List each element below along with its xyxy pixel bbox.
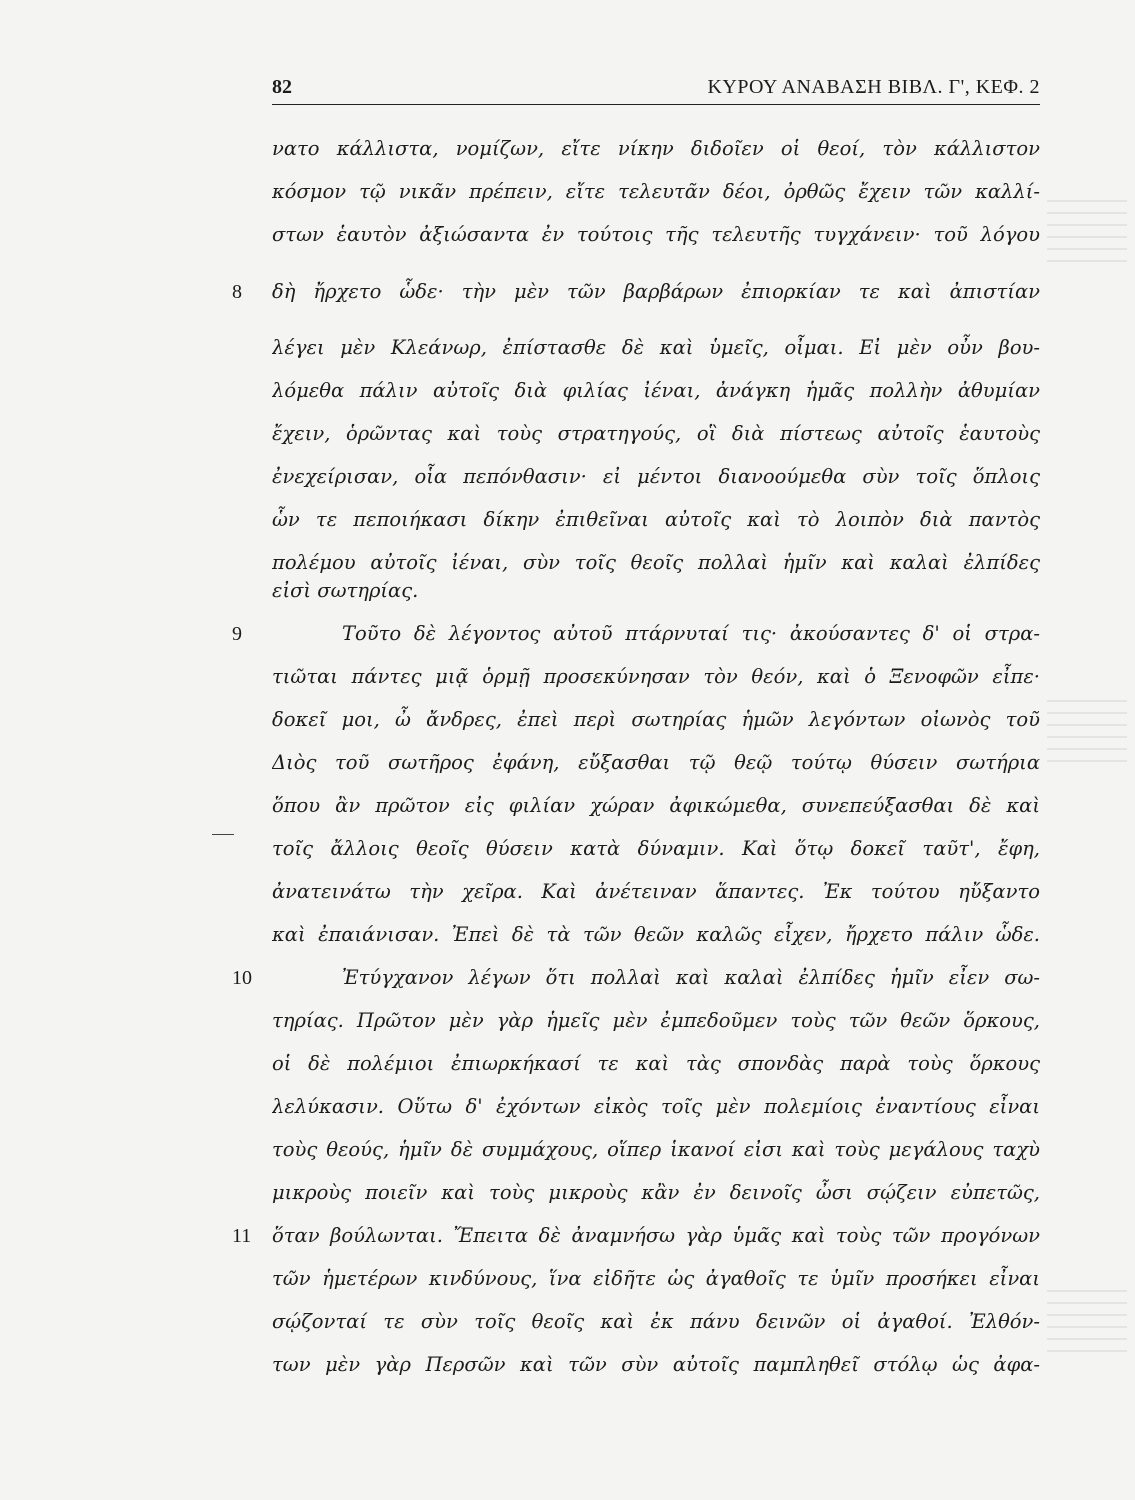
running-head: ΚΥΡΟΥ ΑΝΑΒΑΣΗ ΒΙΒΛ. Γ', ΚΕΦ. 2 [707,76,1040,98]
page-header [272,74,1040,105]
text-line: τῶν ἡμετέρων κινδύνους, ἵνα εἰδῆτε ὡς ἀγαθοῖς τε ὑμῖν προσήκει εἶναι [272,1267,1040,1290]
bleed-through-mark [1047,1290,1127,1360]
text-line: λόμεθα πάλιν αὐτοῖς διὰ φιλίας ἰέναι, ἀνάγκη ἡμᾶς πολλὴν ἀθυμίαν [272,379,1040,402]
section-number: 10 [232,967,252,989]
text-line: καὶ ἐπαιάνισαν. Ἐπεὶ δὲ τὰ τῶν θεῶν καλῶς εἶχεν, ἤρχετο πάλιν ὧδε. [272,923,1040,946]
text-line: ὧν τε πεποιήκασι δίκην ἐπιθεῖναι αὐτοῖς καὶ τὸ λοιπὸν διὰ παντὸς [272,508,1040,531]
text-line: των μὲν γὰρ Περσῶν καὶ τῶν σὺν αὐτοῖς παμπληθεῖ στόλῳ ὡς ἀφα- [272,1353,1040,1376]
text-line: νατο κάλλιστα, νομίζων, εἴτε νίκην διδοῖεν οἱ θεοί, τὸν κάλλιστον [272,137,1040,160]
text-line: οἱ δὲ πολέμιοι ἐπιωρκήκασί τε καὶ τὰς σπονδὰς παρὰ τοὺς ὅρκους [272,1052,1040,1075]
text-line: Ἐτύγχανον λέγων ὅτι πολλαὶ καὶ καλαὶ ἐλπίδες ἡμῖν εἶεν σω- [342,966,1040,989]
text-line: μικροὺς ποιεῖν καὶ τοὺς μικροὺς κἂν ἐν δεινοῖς ὦσι σῴζειν εὐπετῶς, [272,1181,1040,1204]
text-line: Τοῦτο δὲ λέγοντος αὐτοῦ πτάρνυταί τις· ἀκούσαντες δ' οἱ στρα- [342,622,1040,645]
text-line: εἰσὶ σωτηρίας. [272,579,419,602]
section-number: 11 [232,1225,252,1247]
text-line: τοῖς ἄλλοις θεοῖς θύσειν κατὰ δύναμιν. Καὶ ὅτῳ δοκεῖ ταῦτ', ἔφη, [272,837,1040,860]
bleed-through-mark [1047,200,1127,270]
text-line: δοκεῖ μοι, ὦ ἄνδρες, ἐπεὶ περὶ σωτηρίας ἡμῶν λεγόντων οἰωνὸς τοῦ [272,708,1040,731]
text-line: πολέμου αὐτοῖς ἰέναι, σὺν τοῖς θεοῖς πολλαὶ ἡμῖν καὶ καλαὶ ἐλπίδες [272,551,1040,574]
text-line: τοὺς θεούς, ἡμῖν δὲ συμμάχους, οἵπερ ἱκανοί εἰσι καὶ τοὺς μεγάλους ταχὺ [272,1138,1040,1161]
text-line: τηρίας. Πρῶτον μὲν γὰρ ἡμεῖς μὲν ἐμπεδοῦμεν τοὺς τῶν θεῶν ὅρκους, [272,1009,1040,1032]
text-line: ὅπου ἂν πρῶτον εἰς φιλίαν χώραν ἀφικώμεθα, συνεπεύξασθαι δὲ καὶ [272,794,1040,817]
text-line: λελύκασιν. Οὕτω δ' ἐχόντων εἰκὸς τοῖς μὲν πολεμίοις ἐναντίους εἶναι [272,1095,1040,1118]
text-line: ἐνεχείρισαν, οἷα πεπόνθασιν· εἰ μέντοι διανοούμεθα σὺν τοῖς ὅπλοις [272,465,1040,488]
text-line: λέγει μὲν Κλεάνωρ, ἐπίστασθε δὲ καὶ ὑμεῖς, οἶμαι. Εἰ μὲν οὖν βου- [272,336,1040,359]
section-number: 9 [232,623,242,645]
section-number: 8 [232,281,242,303]
page-number: 82 [272,76,292,98]
text-line: τιῶται πάντες μιᾷ ὁρμῇ προσεκύνησαν τὸν θεόν, καὶ ὁ Ξενοφῶν εἶπε· [272,665,1040,688]
text-line: ὅταν βούλωνται. Ἔπειτα δὲ ἀναμνήσω γὰρ ὑμᾶς καὶ τοὺς τῶν προγόνων [272,1224,1040,1247]
text-line: δὴ ἤρχετο ὧδε· τὴν μὲν τῶν βαρβάρων ἐπιορκίαν τε καὶ ἀπιστίαν [272,280,1040,303]
margin-dash [212,834,234,835]
text-line: στων ἑαυτὸν ἀξιώσαντα ἐν τούτοις τῆς τελευτῆς τυγχάνειν· τοῦ λόγου [272,223,1040,246]
bleed-through-mark [1047,700,1127,770]
text-line: ἀνατεινάτω τὴν χεῖρα. Καὶ ἀνέτειναν ἅπαντες. Ἐκ τούτου ηὔξαντο [272,880,1040,903]
text-line: Διὸς τοῦ σωτῆρος ἐφάνη, εὔξασθαι τῷ θεῷ τούτῳ θύσειν σωτήρια [272,751,1040,774]
text-line: ἔχειν, ὁρῶντας καὶ τοὺς στρατηγούς, οἳ διὰ πίστεως αὐτοῖς ἑαυτοὺς [272,422,1040,445]
text-line: σῴζονταί τε σὺν τοῖς θεοῖς καὶ ἐκ πάνυ δεινῶν οἱ ἀγαθοί. Ἐλθόν- [272,1310,1040,1333]
text-line: κόσμον τῷ νικᾶν πρέπειν, εἴτε τελευτᾶν δέοι, ὀρθῶς ἔχειν τῶν καλλί- [272,180,1040,203]
